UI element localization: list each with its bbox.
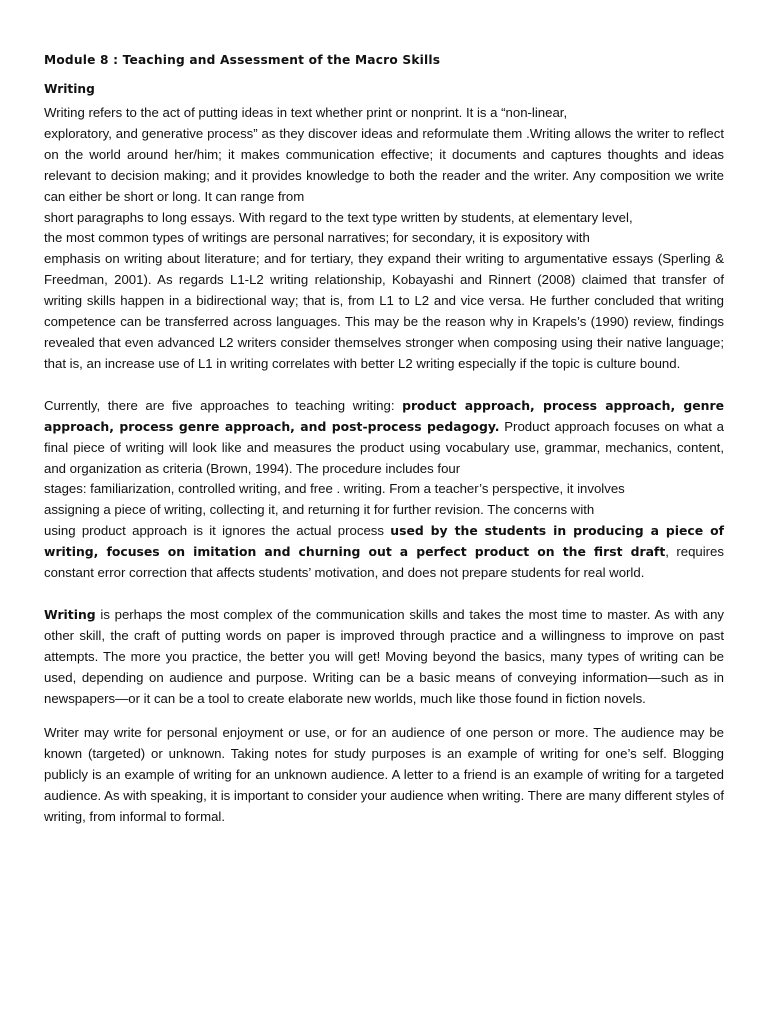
paragraph-text: is perhaps the most complex of the communication skills and takes the most time to master. As with any other skill, the craft of putting words on paper is improved through practice and a willingness to improve on past attempts. The more you practice, the better you will get! Moving beyond the basics, many types of writing can be used, depending on audience and purpose. Writing can be a basic means of conveying information—such as in newspapers—or it can be a tool to create elaborate new worlds, much like those found in fiction novels.: [44, 606, 724, 706]
paragraph-text: Writer may write for personal enjoyment or use, or for an audience of one person or more. The audience may be known (targeted) or unknown. Taking notes for study purposes is an example of writing for one’s self. Blogging publicly is an example of writing for an unknown audience. A letter to a friend is an example of writing for a targeted audience. As with speaking, it is important to consider your audience when writing. There are many different styles of writing, from informal to formal.: [44, 725, 724, 825]
paragraph-line: the most common types of writings are personal narratives; for secondary, it is expository with: [44, 230, 590, 246]
paragraph-text: Product approach focuses on what a final piece of writing will look like and measures the product using vocabulary use, grammar, mechanics, content, and organization as criteria (Brown, 1994). The procedure includes four: [44, 418, 724, 476]
paragraph-definition: [44, 103, 724, 375]
paragraph-audience: [44, 723, 724, 828]
paragraph-approaches: [44, 396, 724, 584]
paragraph-line: Writing refers to the act of putting ideas in text whether print or nonprint. It is a “non-linear,: [44, 105, 568, 120]
paragraph-text: using product approach is it ignores the actual process: [44, 523, 391, 539]
paragraph-complexity: [44, 605, 724, 710]
concerns-bold-text: used by the students in producing a piece of writing, focuses on imitation and churning out a perfect product on the first draft: [44, 523, 724, 560]
paragraph-text: Currently, there are five approaches to teaching writing:: [44, 397, 403, 413]
writing-bold-word: Writing: [44, 606, 96, 622]
paragraph-text: exploratory, and generative process” as they discover ideas and reformulate them .Writing allows the writer to reflect on the world around her/him; it makes communication effective; it documents and captures thoughts and ideas relevant to decision making; and it provides knowledge to both the reader and the writer. Any composition we write can either be short or long. It can range from: [44, 125, 724, 204]
approaches-bold-text: product approach, process approach, genre approach, process genre approach, and post-process pedagogy.: [44, 397, 724, 434]
section-heading: Writing: [44, 82, 95, 96]
paragraph-line: stages: familiarization, controlled writing, and free . writing. From a teacher’s perspective, it involves: [44, 481, 625, 497]
paragraph-line: short paragraphs to long essays. With regard to the text type written by students, at elementary level,: [44, 209, 633, 225]
paragraph-text: , requires constant error correction that affects students’ motivation, and does not prepare students for real world.: [44, 544, 724, 581]
module-title: Module 8 : Teaching and Assessment of the Macro Skills: [44, 53, 441, 67]
paragraph-line: assigning a piece of writing, collecting it, and returning it for further revision. The concerns with: [44, 502, 595, 518]
paragraph-text: emphasis on writing about literature; and for tertiary, they expand their writing to argumentative essays (Sperling & Freedman, 2001). As regards L1-L2 writing relationship, Kobayashi and Rinnert (2008) claimed that transfer of writing skills happen in a bidirectional way; that is, from L1 to L2 and vice versa. He further concluded that writing competence can be transferred across languages. This may be the reason why in Krapels’s (1990) review, findings revealed that even advanced L2 writers consider themselves stronger when composing using their native language; that is, an increase use of L1 in writing correlates with better L2 writing especially if the topic is culture bound.: [44, 251, 724, 371]
document-page: [44, 50, 724, 828]
